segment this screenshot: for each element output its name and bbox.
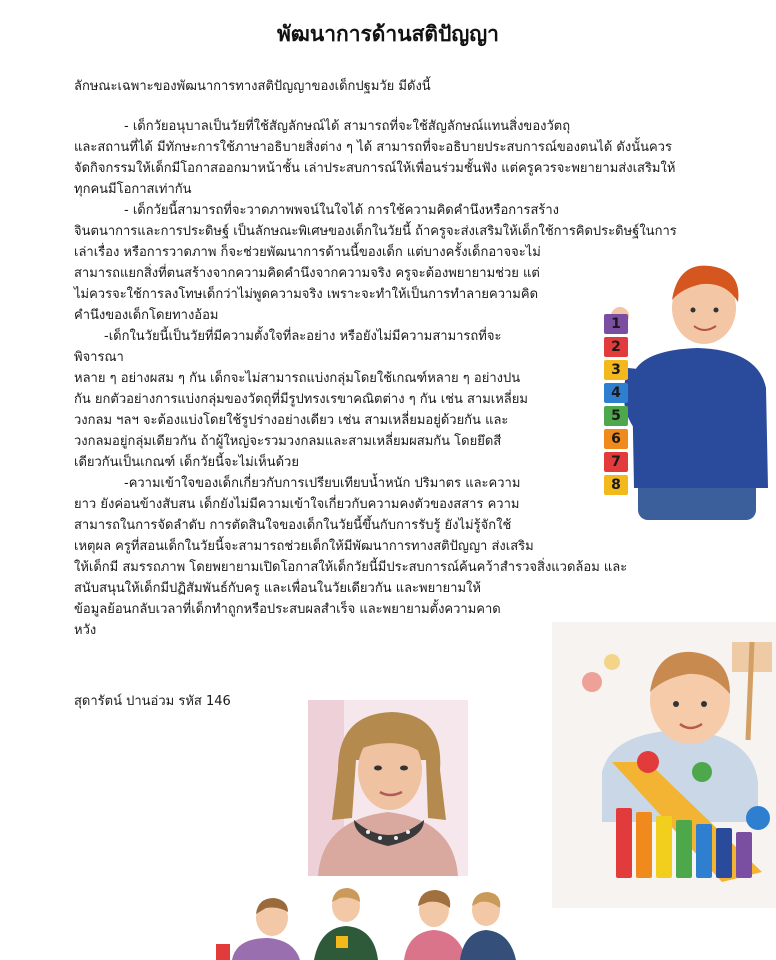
- number-block: 6: [604, 429, 628, 449]
- boy-with-blocks-photo: [598, 258, 776, 520]
- body-line: และสถานที่ได้ มีทักษะการใช้ภาษาอธิบายสิ่งต่าง ๆ ได้ สามารถที่จะอธิบายประสบการณ์ของตนได้ ดังนั้นควร: [74, 140, 672, 155]
- children-playing-photo: [190, 880, 530, 960]
- number-block: 7: [604, 452, 628, 472]
- body-line: คำนึงของเด็กโดยทางอ้อม: [74, 308, 219, 323]
- number-block: 3: [604, 360, 628, 380]
- intro-text: ลักษณะเฉพาะของพัฒนาการทางสติปัญญาของเด็กปฐมวัย มีดังนี้: [74, 79, 431, 94]
- body-line: พิจารณา: [74, 350, 124, 365]
- number-block: 2: [604, 337, 628, 357]
- body-line: ไม่ควรจะใช้การลงโทษเด็กว่าไม่พูดความจริง เพราะจะทำให้เป็นการทำลายความคิด: [74, 287, 539, 302]
- body-line: -เด็กในวัยนี้เป็นวัยที่มีความตั้งใจที่ละอย่าง หรือยังไม่มีความสามารถที่จะ: [104, 329, 502, 344]
- number-block: 4: [604, 383, 628, 403]
- body-line: หวัง: [74, 623, 97, 638]
- number-block: 8: [604, 475, 628, 495]
- body-line: วงกลมอยู่กลุ่มเดียวกัน ถ้าผู้ใหญ่จะรวมวงกลมและสามเหลี่ยมผสมกัน โดยยึดสี: [74, 434, 502, 449]
- author-portrait-photo: [308, 700, 468, 876]
- body-line: เหตุผล ครูที่สอนเด็กในวัยนี้จะสามารถช่วยเด็กให้มีพัฒนาการทางสติปัญญา ส่งเสริม: [74, 539, 534, 554]
- author-signature: สุดารัตน์ ปานอ่วม รหัส 146: [74, 694, 231, 709]
- body-line: หลาย ๆ อย่างผสม ๆ กัน เด็กจะไม่สามารถแบ่งกลุ่มโดยใช้เกณฑ์หลาย ๆ อย่างปน: [74, 371, 521, 386]
- number-block: 5: [604, 406, 628, 426]
- body-line: สามารถแยกสิ่งที่ตนสร้างจากความคิดคำนึงจากความจริง ครูจะต้องพยายามช่วย แต่: [74, 266, 540, 281]
- body-line: - เด็กวัยนี้สามารถที่จะวาดภาพพจน์ในใจได้ การใช้ความคิดคำนึงหรือการสร้าง: [124, 203, 560, 218]
- number-blocks: [604, 314, 630, 498]
- number-block: 1: [604, 314, 628, 334]
- body-line: -ความเข้าใจของเด็กเกี่ยวกับการเปรียบเทียบน้ำหนัก ปริมาตร และความ: [124, 476, 521, 491]
- baby-with-xylophone-photo: [552, 622, 776, 908]
- body-line: กัน ยกตัวอย่างการแบ่งกลุ่มของวัตถุที่มีรูปทรงเรขาคณิตต่าง ๆ กัน เช่น สามเหลี่ยม: [74, 392, 528, 407]
- body-line: ยาว ยังค่อนข้างสับสน เด็กยังไม่มีความเข้าใจเกี่ยวกับความคงตัวของสสาร ความ: [74, 497, 520, 512]
- page-title: พัฒนาการด้านสติปัญญา: [277, 22, 499, 46]
- body-line: ข้อมูลย้อนกลับเวลาที่เด็กทำถูกหรือประสบผลสำเร็จ และพยายามตั้งความคาด: [74, 602, 501, 617]
- body-line: ให้เด็กมี สมรรถภาพ โดยพยายามเปิดโอกาสให้เด็กวัยนี้มีประสบการณ์ค้นคว้าสำรวจสิ่งแวดล้อม และ: [74, 560, 628, 575]
- body-line: วงกลม ฯลฯ จะต้องแบ่งโดยใช้รูปร่างอย่างเดียว เช่น สามเหลี่ยมอยู่ด้วยกัน และ: [74, 413, 509, 428]
- body-line: จัดกิจกรรมให้เด็กมีโอกาสออกมาหน้าชั้น เล่าประสบการณ์ให้เพื่อนร่วมชั้นฟัง แต่ครูควรจะพยายามส่งเสริมให้: [74, 161, 676, 176]
- body-line: สนับสนุนให้เด็กมีปฏิสัมพันธ์กับครู และเพื่อนในวัยเดียวกัน และพยายามให้: [74, 581, 481, 596]
- body-line: เดียวกันเป็นเกณฑ์ เด็กวัยนี้จะไม่เห็นด้วย: [74, 455, 299, 470]
- body-line: สามารถในการจัดลำดับ การตัดสินใจของเด็กในวัยนี้ขึ้นกับการรับรู้ ยังไม่รู้จักใช้: [74, 518, 512, 533]
- body-line: ทุกคนมีโอกาสเท่ากัน: [74, 182, 192, 197]
- body-line: เล่าเรื่อง หรือการวาดภาพ ก็จะช่วยพัฒนาการด้านนี้ของเด็ก แต่บางครั้งเด็กอาจจะไม่: [74, 245, 541, 260]
- body-line: จินตนาการและการประดิษฐ์ เป็นลักษณะพิเศษของเด็กในวัยนี้ ถ้าครูจะส่งเสริมให้เด็กใช้การคิดประดิษฐ์ในการ: [74, 224, 677, 239]
- body-line: - เด็กวัยอนุบาลเป็นวัยที่ใช้สัญลักษณ์ได้ สามารถที่จะใช้สัญลักษณ์แทนสิ่งของวัตถุ: [124, 119, 571, 134]
